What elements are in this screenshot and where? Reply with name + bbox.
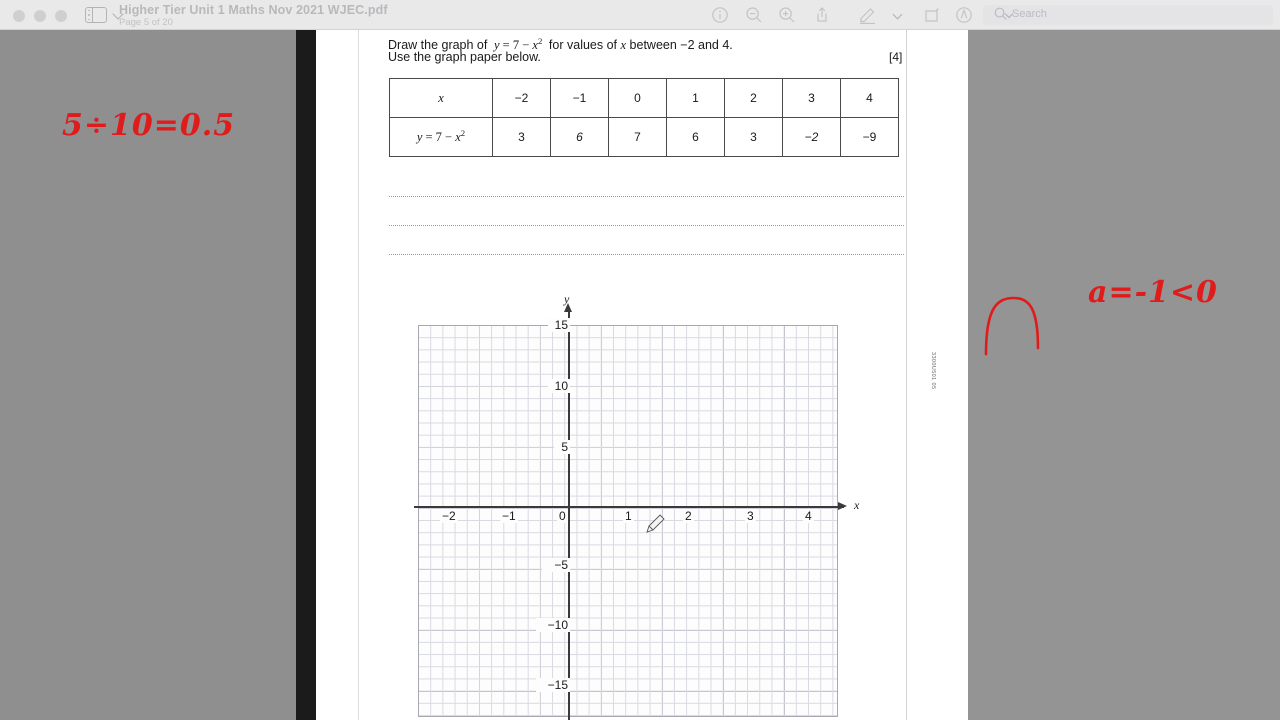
close-button[interactable] xyxy=(13,10,25,22)
table-cell: 4 xyxy=(841,79,899,118)
equation-y: y xyxy=(493,38,500,53)
sidebar-toggle-icon[interactable] xyxy=(85,7,107,23)
table-cell: 3 xyxy=(783,79,841,118)
table-cell: 0 xyxy=(609,79,667,118)
page-right-rule xyxy=(906,30,907,720)
question-line-2: Use the graph paper below. xyxy=(388,50,541,64)
x-axis-label: x xyxy=(854,498,860,512)
minimize-button[interactable] xyxy=(34,10,46,22)
values-table xyxy=(389,78,899,157)
table-cell: −9 xyxy=(841,118,899,157)
header-y-sup: 2 xyxy=(460,128,466,139)
table-cell: −1 xyxy=(551,79,609,118)
answer-line[interactable] xyxy=(389,196,904,198)
x-tick-label: −2 xyxy=(442,509,456,523)
page-title: Higher Tier Unit 1 Maths Nov 2021 WJEC.pdf xyxy=(119,3,388,17)
x-tick-label: −1 xyxy=(502,509,516,523)
table-row-x xyxy=(390,79,899,118)
y-tick-label: −5 xyxy=(542,558,570,572)
x-tick-label: 2 xyxy=(685,509,692,523)
table-cell: 3 xyxy=(725,118,783,157)
table-row-y xyxy=(390,118,899,157)
table-cell: 2 xyxy=(725,79,783,118)
equation-exponent: 2 xyxy=(537,36,543,46)
x-tick-label: 3 xyxy=(747,509,754,523)
annotation-left-note: 5÷10=0.5 xyxy=(62,108,236,143)
y-tick-label: 15 xyxy=(548,318,570,332)
x-tick-label: 4 xyxy=(805,509,812,523)
question-variable-x: x xyxy=(620,38,627,53)
table-header-x: x xyxy=(390,79,493,118)
page-indicator: Page 5 of 20 xyxy=(119,17,173,28)
inverted-parabola-sketch xyxy=(980,288,1060,358)
answer-line[interactable] xyxy=(389,225,904,227)
x-axis-arrow xyxy=(838,502,847,510)
equation-rest: = 7 − xyxy=(499,38,533,53)
chevron-down-icon[interactable] xyxy=(893,10,903,20)
annotation-right-note: a=-1<0 xyxy=(1088,275,1218,310)
table-cell: 3 xyxy=(493,118,551,157)
marks-badge: [4] xyxy=(889,50,903,64)
table-header-y xyxy=(390,118,493,157)
header-y-x: x xyxy=(455,130,461,145)
y-axis-line xyxy=(568,310,570,720)
table-cell: 1 xyxy=(667,79,725,118)
y-tick-label: 10 xyxy=(548,379,570,393)
equation-x: x xyxy=(532,38,538,53)
table-cell: 7 xyxy=(609,118,667,157)
sidebar-dots-icon xyxy=(88,10,91,20)
question-text-c: between −2 and 4. xyxy=(626,38,733,53)
x-tick-label: 0 xyxy=(559,509,566,523)
page-code: 3300U501 05 xyxy=(930,352,936,390)
question-text-b: for values of xyxy=(545,38,621,53)
zoom-in-icon[interactable] xyxy=(777,5,797,25)
table-cell-handwritten: −2 xyxy=(783,118,841,157)
table-cell: 6 xyxy=(667,118,725,157)
maximize-button[interactable] xyxy=(55,10,67,22)
y-axis-label: y xyxy=(564,292,570,306)
table-cell: −2 xyxy=(493,79,551,118)
window-titlebar xyxy=(0,0,1280,30)
search-placeholder: Search xyxy=(1012,8,1047,20)
y-tick-label: 5 xyxy=(554,440,570,454)
info-icon[interactable] xyxy=(710,5,730,25)
annotate-icon[interactable] xyxy=(954,5,974,25)
x-tick-label: 1 xyxy=(625,509,632,523)
y-tick-label: −10 xyxy=(536,618,570,632)
question-text-a: Draw the graph of xyxy=(388,38,488,53)
share-icon[interactable] xyxy=(812,5,832,25)
header-y-rest: = 7 − xyxy=(422,130,456,145)
zoom-out-icon[interactable] xyxy=(744,5,764,25)
markup-pen-icon[interactable] xyxy=(857,5,879,25)
pen-cursor xyxy=(644,511,668,535)
x-axis-line xyxy=(414,506,844,508)
rotate-icon[interactable] xyxy=(922,5,942,25)
page-margin-rule xyxy=(358,30,359,720)
y-tick-label: −15 xyxy=(536,678,570,692)
viewer-background-right xyxy=(968,30,1280,720)
header-y-var: y xyxy=(416,130,423,145)
adjacent-page-edge xyxy=(296,30,316,720)
answer-line[interactable] xyxy=(389,254,904,256)
table-cell-handwritten: 6 xyxy=(551,118,609,157)
